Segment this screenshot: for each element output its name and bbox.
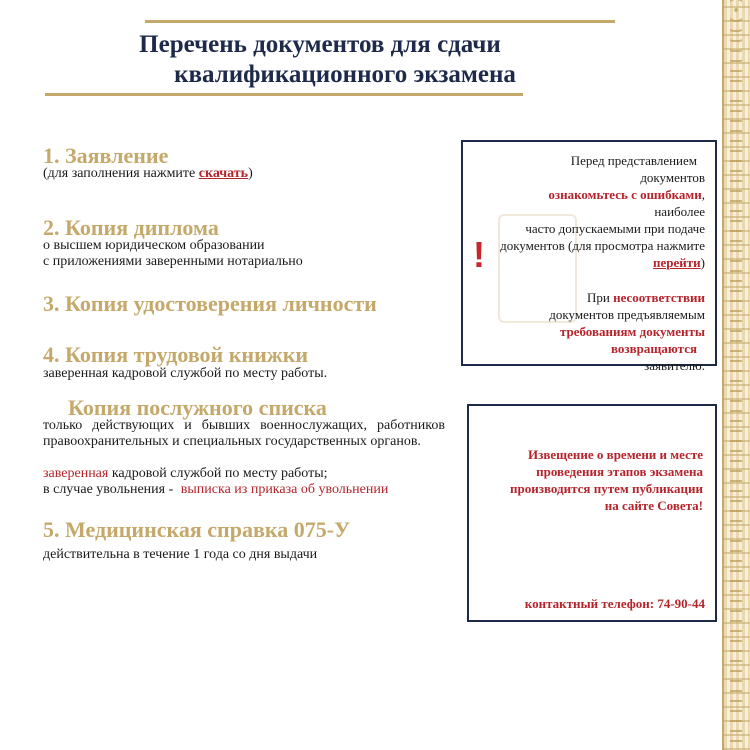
exam-info-message: Извещение о времени и месте проведения этапов экзамена производится путем публикации на сайте Совета! [510, 447, 703, 513]
title-line-1: Перечень документов для сдачи [139, 31, 501, 58]
item-service-record-line-1: только действующих и бывших военнослужащих, работников правоохранительных и специальных государственных органов. [43, 418, 445, 449]
title-line-2: квалификационного экзамена [174, 61, 516, 88]
requirements-highlight: требованиям документы [559, 324, 705, 339]
notice-line: часто допускаемыми при подаче [525, 221, 705, 236]
item-2-heading: 2. Копия диплома [43, 215, 219, 240]
notice-text: ) [700, 255, 705, 270]
item-1-heading: 1. Заявление [43, 143, 169, 168]
item-2-line-1: о высшем юридическом образовании [43, 238, 265, 253]
notice-line: документов предъявляемым [549, 307, 705, 322]
notice-line: заявителю. [644, 358, 705, 373]
item-1-note-prefix: (для заполнения нажмите [43, 166, 199, 181]
certified-rest-text: кадровой службой по месту работы; [108, 466, 328, 481]
item-service-record-line-3 [43, 482, 388, 498]
item-service-record-line-2 [43, 466, 328, 482]
item-5-heading: 5. Медицинская справка 075-У [43, 517, 351, 542]
dismissal-prefix: в случае увольнения - [43, 482, 177, 497]
notice-line [495, 340, 705, 357]
item-1-note-suffix: ) [248, 166, 253, 181]
top-divider [145, 20, 615, 23]
exam-info-box [467, 404, 717, 622]
item-service-record-heading: Копия послужного списка [68, 395, 327, 420]
notice-line: Перед представлением [570, 153, 697, 168]
item-1-note [43, 166, 253, 182]
errors-notice-box [461, 140, 717, 373]
title-divider [45, 93, 523, 96]
returned-highlight: возвращаются [611, 341, 697, 356]
notice-text: , наиболее [654, 187, 705, 219]
dismissal-extract: выписка из приказа об увольнении [180, 482, 389, 497]
ornament-border [722, 0, 750, 750]
notice-line [495, 323, 705, 340]
notice-line [495, 254, 705, 271]
page-title [60, 30, 580, 90]
notice-line [495, 289, 705, 306]
item-4-line-1: заверенная кадровой службой по месту работы. [43, 366, 328, 381]
view-errors-link[interactable]: перейти [653, 255, 701, 270]
errors-notice-text [495, 152, 705, 374]
contact-phone: контактный телефон: 74-90-44 [524, 596, 705, 611]
item-4-heading: 4. Копия трудовой книжки [43, 342, 309, 367]
exclamation-icon: ! [473, 234, 485, 275]
download-link[interactable]: скачать [198, 166, 249, 181]
mismatch-highlight: несоответствии [613, 290, 705, 305]
notice-line [495, 186, 705, 220]
notice-line: документов (для просмотра нажмите [500, 238, 705, 253]
item-3-heading: 3. Копия удостоверения личности [43, 291, 377, 316]
notice-line: документов [640, 170, 705, 185]
errors-highlight: ознакомьтесь с ошибками [548, 187, 702, 202]
item-2-line-2: с приложениями заверенными нотариально [43, 254, 303, 269]
item-5-line-1: действительна в течение 1 года со дня выдачи [43, 547, 318, 562]
notice-text: При [586, 290, 614, 305]
certified-red-text: заверенная [43, 466, 109, 481]
